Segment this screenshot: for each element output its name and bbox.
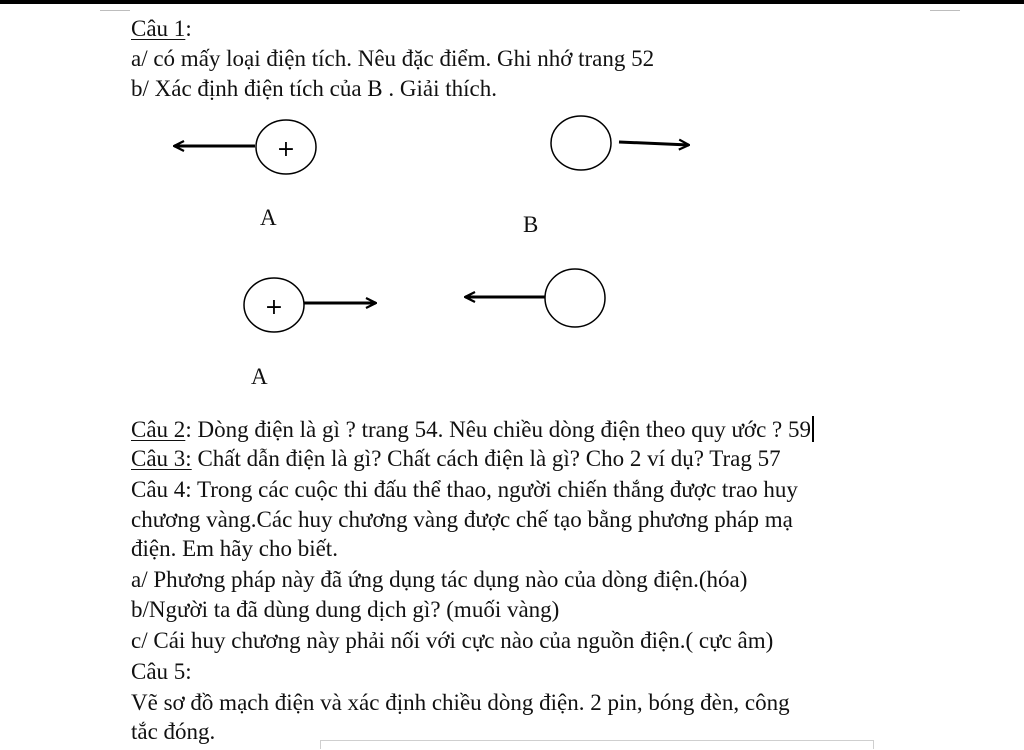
row1-charge-a (174, 120, 316, 174)
question-1-part-b: b/ Xác định điện tích của B . Giải thích. (131, 76, 497, 101)
row2-charge-a (244, 278, 376, 332)
question-4-line-2: chương vàng.Các huy chương vàng được chế tạo bằng phương pháp mạ (131, 507, 793, 532)
question-5-line-1: Vẽ sơ đồ mạch điện và xác định chiều dòng điện. 2 pin, bóng đèn, công (131, 690, 790, 715)
question-1-colon: : (185, 16, 192, 41)
question-3-text: Chất dẫn điện là gì? Chất cách điện là gì? Cho 2 ví dụ? Trag 57 (191, 446, 781, 471)
row1-label-a: A (260, 205, 277, 230)
question-3-heading: Câu 3: (131, 446, 192, 471)
row1-b-circle (551, 116, 611, 170)
question-4-line-1: Câu 4: Trong các cuộc thi đấu thể thao, người chiến thắng được trao huy (131, 477, 798, 502)
next-page-edge (320, 740, 874, 749)
question-4-part-c: c/ Cái huy chương này phải nối với cực nào của nguồn điện.( cực âm) (131, 628, 774, 653)
question-2-text: : Dòng điện là gì ? trang 54. Nêu chiều dòng điện theo quy ước ? 59 (185, 417, 811, 442)
row2-b-circle (545, 269, 605, 327)
question-2-heading: Câu 2 (131, 417, 186, 442)
row1-charge-b (551, 116, 689, 170)
row2-a-plus-sign: + (264, 295, 284, 320)
row1-b-force-arrow (619, 142, 689, 145)
row2-label-a: A (251, 364, 268, 389)
row1-a-plus-sign: + (276, 137, 296, 162)
question-5-heading: Câu 5: (131, 659, 192, 684)
text-cursor[interactable] (812, 416, 814, 442)
question-4-part-a: a/ Phương pháp này đã ứng dụng tác dụng nào của dòng điện.(hóa) (131, 567, 748, 592)
question-4-part-b: b/Người ta đã dùng dung dịch gì? (muối vàng) (131, 597, 560, 622)
question-4-line-3: điện. Em hãy cho biết. (131, 536, 338, 561)
question-2-line (131, 416, 814, 443)
row1-label-b: B (523, 212, 539, 237)
question-1-heading: Câu 1 (131, 16, 186, 41)
question-5-line-2: tắc đóng. (131, 719, 216, 744)
row2-charge-b (465, 269, 605, 327)
question-3-line (131, 446, 781, 472)
question-1-part-a: a/ có mấy loại điện tích. Nêu đặc điểm. Ghi nhớ trang 52 (131, 46, 655, 71)
